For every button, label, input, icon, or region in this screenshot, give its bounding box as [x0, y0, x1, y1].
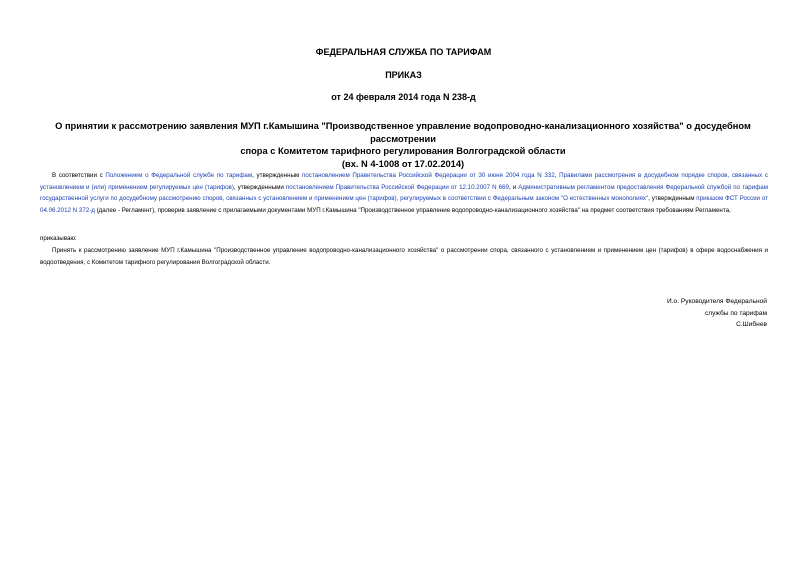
signature-service: службы по тарифам: [704, 309, 767, 317]
preamble-text: , утвержденным: [252, 172, 302, 179]
title-line-3: (вх. N 4-1008 от 17.02.2014): [341, 158, 465, 169]
link-administrative-regulation[interactable]: Административным регламентом предоставления Федеральной службой по тарифам государственной услуги по досудебному рассмотрению споров, связанных с установлением и применением цен (тарифов), регулируемых в соответствии с Федеральным законом "О естественных монополиях": [40, 183, 768, 203]
title-line-1: О принятии к рассмотрению заявления МУП г.Камышина "Производственное управление водопроводно-канализационного хозяйства" о досудебном рассмотрении: [55, 121, 751, 144]
preamble-text: , утвержденным: [648, 195, 697, 203]
agency-name: ФЕДЕРАЛЬНАЯ СЛУЖБА ПО ТАРИФАМ: [315, 47, 492, 57]
link-dispute-rules[interactable]: Правилами рассмотрения в досудебном порядке споров, связанных с установлением и (или) применением регулируемых цен (тарифов): [40, 172, 768, 191]
preamble-text: (далее - Регламент), проверив заявление с прилагаемыми документами МУП г.Камышина "Производственное управление водопроводно-канализационного хозяйства" на предмет соответствия требованиям Регламента,: [94, 206, 731, 214]
title-line-2: спора с Комитетом тарифного регулирования Волгоградской области: [240, 146, 566, 156]
link-regulation-fst[interactable]: Положением о Федеральной службе по тарифам: [105, 172, 253, 179]
signature-block: [667, 296, 767, 331]
link-fst-order-372[interactable]: приказом ФСТ России от 04.06.2012 N 372-д: [40, 195, 768, 214]
preamble-text: , и: [508, 183, 519, 191]
preamble-paragraph: [40, 170, 768, 216]
order-text: Принять к рассмотрению заявление МУП г.Камышина "Производственное управление водопроводно-канализационного хозяйства" о рассмотрении спора, связанного с установлением и применением цен (тарифов) в сфере водоснабжения и водоотведения, с Комитетом тарифного регулирования Волгоградской области.: [40, 247, 768, 266]
preamble-text: , утвержденными: [233, 183, 286, 191]
link-government-decree-332[interactable]: постановлением Правительства Российской Федерации от 30 июня 2004 года N 332: [302, 172, 555, 179]
order-paragraph: [40, 245, 768, 268]
order-word: приказываю:: [40, 235, 77, 242]
link-government-decree-669[interactable]: постановлением Правительства Российской Федерации от 12.10.2007 N 669: [285, 183, 509, 191]
document-title: [28, 120, 778, 170]
document-date-number: от 24 февраля 2014 года N 238-д: [331, 92, 476, 102]
preamble-text: В соответствии с: [52, 172, 106, 179]
signature-position: И.о. Руководителя Федеральной: [666, 298, 767, 305]
document-type: ПРИКАЗ: [385, 70, 422, 80]
preamble-text: ,: [554, 172, 560, 179]
signature-name: С.Шибнев: [736, 321, 767, 328]
